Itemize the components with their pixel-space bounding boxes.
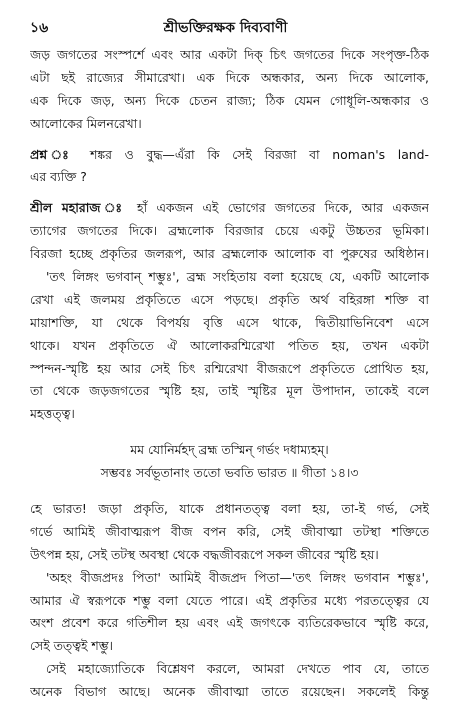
text-line: উৎপন্ন হয়, সেই তটস্থ অবস্থা থেকে বদ্ধজীবরূপে সকল জীবের স্মৃষ্টি হয়। xyxy=(30,546,379,562)
paragraph-bharata xyxy=(30,498,429,567)
text-line: সেই মহাজ্যোতিকে বিশ্লেষণ করলে, আমরা দেখতে পাব যে, তাতে xyxy=(46,661,429,677)
text-line: সেই তত্ত্বই শম্ভু। xyxy=(30,638,113,654)
paragraph-linga xyxy=(30,266,429,426)
paragraph-intro xyxy=(30,44,429,136)
text-line: আলোকের মিলনরেখা। xyxy=(30,115,142,131)
text-line: রেখা এই জলময় প্রকৃতিতে এসে পড়ছে। প্রকৃতি অর্থ বহিরঙ্গা শক্তি বা xyxy=(30,291,429,307)
text-line: 'অহং বীজপ্রদঃ পিতা' আমিই বীজপ্রদ পিতা—'তৎ লিঙ্গং ভগবান শম্ভুঃ', xyxy=(46,569,429,585)
text-line: অংশ প্রবেশ করে গতিশীল হয় এবং এই জগৎকে ব্যতিরেকভাবে স্মৃষ্টি করে, xyxy=(30,615,429,631)
question-line-2: এর ব্যক্তি ? xyxy=(30,169,87,185)
paragraph-mahajyoti xyxy=(30,658,429,704)
text-line: জড় জগতের সংস্পর্শে এবং আর একটা দিক্ চিৎ জগতের দিকে সংপৃক্ত-ঠিক xyxy=(30,47,429,62)
text-line: স্পন্দন-স্মৃষ্টি হয় আর সেই চিৎ রশ্মিরেখা বীজরূপে প্রকৃতিতে প্রোথিত হয়, xyxy=(30,360,429,376)
question-label: প্রশ্ন ঃ xyxy=(30,146,78,162)
text-line: তা থেকে জড়জগতের স্মৃষ্টি হয়, তাই স্মৃষ্টির মূল উপাদান, তাকেই বলে xyxy=(30,383,429,399)
verse-line: মম যোনির্মহদ্ ব্রহ্ম তস্মিন্ গর্ভং দধাম্যহম্। xyxy=(130,442,329,458)
text-line: এক দিকে জড়, অন্য দিকে চেতন রাজ্য; ঠিক যেমন গোধূলি-অন্ধকার ও xyxy=(30,92,429,108)
paragraph-bijaprada xyxy=(30,567,429,659)
text-line: ত্যাগের জগতের দিকে। ব্রহ্মলোক বিরজার চেয়ে একটু উচ্চতর ভূমিকা। xyxy=(30,223,429,239)
text-line: থাকে। যখন প্রকৃতিতে ঐ আলোকরশ্মিরেখা পতিত হয়, তখন একটা xyxy=(30,337,429,353)
answer-line xyxy=(30,197,429,220)
question-text: শঙ্কর ও বুদ্ধ—এঁরা কি সেই বিরজা বা noman's land- xyxy=(90,146,429,162)
question-line xyxy=(30,144,429,167)
answer-block xyxy=(30,197,429,266)
text-line: গর্ভে আমিই জীবাত্মরূপ বীজ বপন করি, সেই জীবাত্মা তটস্থা শক্তিতে xyxy=(30,523,429,539)
page-number: ১৬ xyxy=(30,20,49,36)
text-line: 'তৎ লিঙ্গং ভগবান্ শম্ভুঃ', ব্রহ্ম সংহিতায় বলা হয়েছে যে, একটি আলোক xyxy=(46,269,429,285)
text-line: অনেক বিভাগ আছে। অনেক জীবাত্মা তাতে রয়েছেন। সকলেই কিন্তু xyxy=(30,684,429,700)
running-title: শ্রীভক্তিরক্ষক দিব্যবাণী xyxy=(163,20,288,36)
question-block xyxy=(30,144,429,190)
verse-line: সম্ভবঃ সর্বভূতানাং ততো ভবতি ভারত ॥ গীতা ১৪।৩ xyxy=(100,465,359,481)
page-body xyxy=(30,44,429,704)
text-line: বিরজা হচ্ছে প্রকৃতির জলরূপ, আর ব্রহ্মলোক আলোক বা পুরুষের অধিষ্ঠান। xyxy=(30,246,429,262)
text-line: মহত্তত্ত্ব। xyxy=(30,406,75,422)
text-line: মায়াশক্তি, যা থেকে বিপর্যয় বৃত্তি এসে থাকে, দ্বিতীয়াভিনিবেশ এসে xyxy=(30,314,429,330)
answer-text: হাঁ একজন এই ভোগের জগতের দিকে, আর একজন xyxy=(136,200,429,216)
text-line: আমার ঐ স্বরূপকে শম্ভু বলা যেতে পারে। এই প্রকৃতির মধ্যে পরতত্ত্বের যে xyxy=(30,592,429,608)
page-header xyxy=(22,16,429,38)
gita-verse xyxy=(30,439,429,485)
text-line: হে ভারত! জড়া প্রকৃতি, যাকে প্রধানতত্ত্ব বলা হয়, তা-ই গর্ভ, সেই xyxy=(30,501,429,517)
answer-label: শ্রীল মহারাজ ঃ xyxy=(30,200,128,216)
text-line: এটা ছই রাজ্যের সীমারেখা। এক দিকে অন্ধকার, অন্য দিকে আলোক, xyxy=(30,69,429,85)
